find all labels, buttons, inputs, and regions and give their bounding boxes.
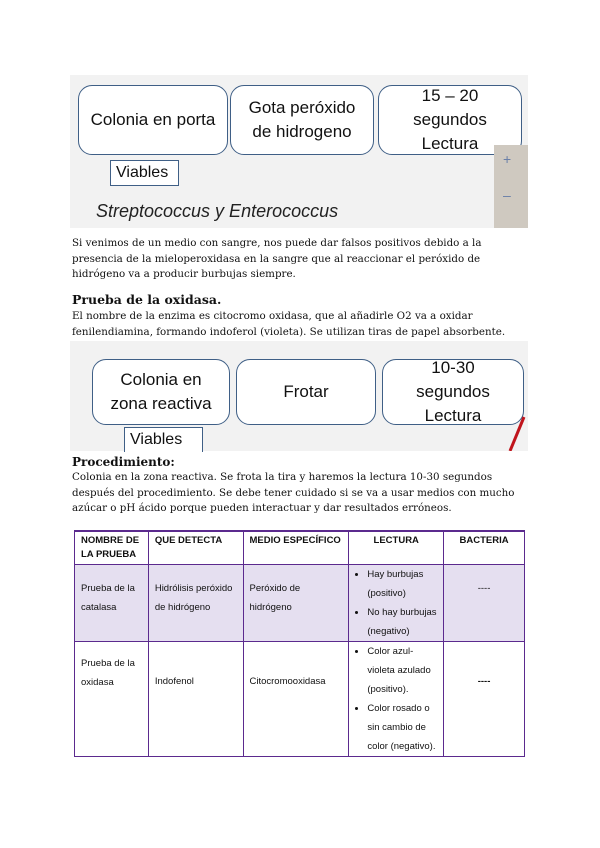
cell-lectura bbox=[349, 642, 444, 757]
header-lectura: LECTURA bbox=[349, 531, 444, 565]
cell-bacteria: ---- bbox=[444, 565, 525, 642]
lectura-item: • Color azul-violeta azulado (positivo). bbox=[367, 642, 439, 699]
diagram-box-frotar bbox=[236, 359, 376, 425]
header-medio: MEDIO ESPECÍFICO bbox=[243, 531, 349, 565]
cell-detecta: Hidrólisis peróxido de hidrógeno bbox=[148, 565, 243, 642]
diagram-box-label: 10-30 segundos Lectura bbox=[416, 358, 490, 425]
paragraph-procedimiento: Colonia en la zona reactiva. Se frota la tira y haremos la lectura 10-30 segundos después del procedimiento. Se debe tener cuidado si se va a usar medios con mucho azúcar o pH ácido porque pueden interactuar y dar resultados erróneos. bbox=[72, 471, 515, 514]
cell-lectura bbox=[349, 565, 444, 642]
pruebas-table bbox=[74, 530, 525, 757]
lectura-item: • Color rosado o sin cambio de color (negativo). bbox=[367, 699, 439, 756]
cell-medio: Citocromooxidasa bbox=[243, 642, 349, 757]
header-bacteria: BACTERIA bbox=[444, 531, 525, 565]
diagram-box-label: 15 – 20 segundos Lectura bbox=[413, 86, 487, 153]
header-detecta: QUE DETECTA bbox=[148, 531, 243, 565]
cell-medio: Peróxido de hidrógeno bbox=[243, 565, 349, 642]
diagram-box-label: Colonia en porta bbox=[90, 110, 216, 129]
diagram-box-label: Gota peróxido de hidrogeno bbox=[248, 98, 356, 141]
catalasa-diagram bbox=[70, 75, 528, 228]
cell-bacteria: ---- bbox=[444, 642, 525, 757]
diagram-box-label: Colonia en zona reactiva bbox=[110, 370, 212, 413]
header-nombre: NOMBRE DE LA PRUEBA bbox=[75, 531, 149, 565]
table-row bbox=[75, 565, 525, 642]
minus-sign: – bbox=[503, 187, 511, 203]
table-header-row bbox=[75, 531, 525, 565]
diagram-box-colonia bbox=[78, 85, 228, 155]
lectura-item: • Hay burbujas (positivo) bbox=[367, 565, 439, 603]
paragraph-oxidasa: El nombre de la enzima es citocromo oxidasa, que al añadirle O2 va a oxidar fenilendiamina, formando indoferol (violeta). Se utilizan tiras de papel absorbente. bbox=[72, 310, 506, 338]
diagram-box-gota bbox=[230, 85, 374, 155]
plus-sign: + bbox=[503, 151, 512, 167]
test-strip-photo bbox=[494, 145, 528, 228]
heading-procedimiento: Procedimiento: bbox=[72, 455, 175, 469]
cell-nombre: Prueba de la catalasa bbox=[75, 565, 149, 642]
diagram-box-label: Frotar bbox=[283, 382, 329, 401]
viables-label: Viables bbox=[124, 427, 203, 452]
heading-oxidasa: Prueba de la oxidasa. bbox=[72, 292, 222, 307]
viables-label: Viables bbox=[110, 160, 179, 186]
oxidasa-diagram bbox=[70, 341, 528, 451]
red-strip-mark bbox=[488, 411, 528, 451]
lectura-item: • No hay burbujas (negativo) bbox=[367, 603, 439, 641]
diagram-box-colonia-zona bbox=[92, 359, 230, 425]
cell-detecta: Indofenol bbox=[148, 642, 243, 757]
cell-nombre: Prueba de la oxidasa bbox=[75, 642, 149, 757]
table-row bbox=[75, 642, 525, 757]
paragraph-sangre: Si venimos de un medio con sangre, nos puede dar falsos positivos debido a la presencia de la mieloperoxidasa en la sangre que al reaccionar el peróxido de hidrógeno va a producir burbujas siempre. bbox=[72, 237, 482, 280]
diagram-caption: Streptococcus y Enterococcus bbox=[96, 201, 339, 221]
